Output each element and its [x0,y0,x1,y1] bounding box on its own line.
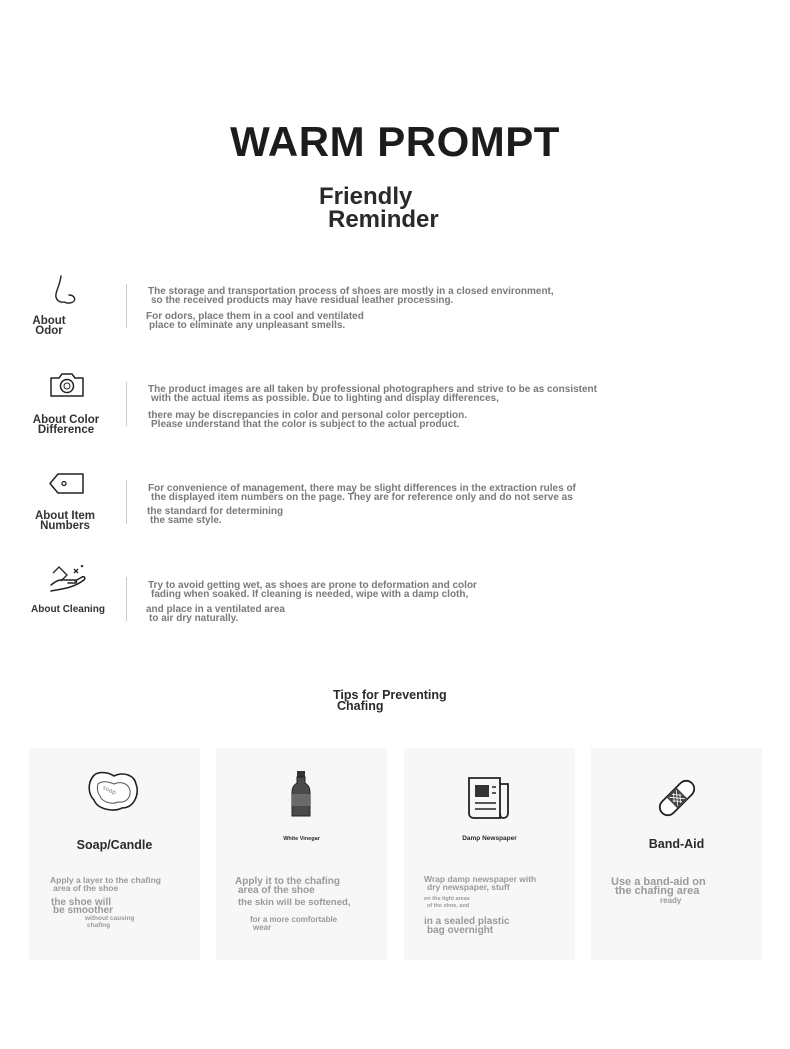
desc-line: Try to avoid getting wet, as shoes are prone to deformation and color [148,580,477,591]
card-text-line: the shoe will [51,897,112,908]
subtitle-line1: Friendly [319,183,413,210]
desc-line: For convenience of management, there may be slight differences in the extraction rules of [148,483,576,494]
soap-icon [86,768,142,814]
card-text-line: for a more comfortable [250,915,338,924]
card-title: Damp Newspaper [462,835,517,842]
card-title: Band-Aid [648,837,705,851]
card-text-line: area of the shoe [53,883,119,893]
desc-line: there may be discrepancies in color and personal color perception. [148,410,467,421]
tip-card-soap [29,748,200,960]
card-text-line: ready [660,896,682,905]
card-text-line: of the shoe, and [427,903,470,909]
subtitle-line2: Reminder [328,206,439,233]
tip-card-vinegar [216,748,387,960]
desc-line: the displayed item numbers on the page. They are for reference only and do not serve as [151,492,573,503]
divider [126,284,127,328]
label-line: About Color [32,414,100,426]
section-label [28,605,108,615]
newspaper-icon [466,775,512,821]
desc-line: The storage and transportation process of shoes are mostly in a closed environment, [148,286,554,297]
tip-card-band-aid [591,748,762,960]
section-label [26,415,106,435]
desc-line: The product images are all taken by professional photographers and strive to be as consistent [148,384,597,395]
label-line: Odor [35,325,63,337]
section-label [28,316,70,336]
desc-line: to air dry naturally. [149,613,239,624]
card-text-line: the skin will be softened, [238,897,351,908]
card-text-line: dry newspaper, stuff [427,882,510,892]
card-text-line: on the tight areas [424,896,470,902]
tip-card-newspaper [404,748,575,960]
label-line: Numbers [40,520,90,532]
tips-title-line1: Tips for Preventing [333,688,447,702]
card-title: Soap/Candle [76,838,153,852]
desc-line: and place in a ventilated area [146,604,285,615]
tips-title-line2: Chafing [337,699,384,713]
card-text-line: in a sealed plastic [424,916,510,927]
desc-line: place to eliminate any unpleasant smells. [149,320,346,331]
card-text-line: area of the shoe [238,885,315,896]
nose-icon [52,274,82,306]
card-text-line: be smoother [53,905,114,916]
cleaning-hand-icon [48,565,90,593]
card-title: White Vinegar [283,836,320,842]
vinegar-bottle-icon [290,770,312,818]
page-title: WARM PROMPT [230,118,560,165]
label-line: About Item [34,510,96,522]
card-text-line: Use a band-aid on [611,876,706,888]
label-line: About [32,315,66,327]
desc-line: the same style. [150,515,222,526]
camera-icon [49,371,85,399]
label-line: About Cleaning [31,604,105,615]
card-text-line: Apply a layer to the chafing [50,875,161,885]
desc-line: Please understand that the color is subject to the actual product. [151,419,460,430]
divider [126,577,127,621]
card-text-line: Wrap damp newspaper with [424,874,537,884]
card-text-line: without causing [85,915,135,922]
section-label [25,511,105,531]
tag-icon [48,472,86,496]
card-text-line: wear [253,923,272,932]
desc-line: fading when soaked. If cleaning is needed, wipe with a damp cloth, [151,589,469,600]
desc-line: with the actual items as possible. Due to lighting and display differences, [151,393,499,404]
card-text-line: bag overnight [427,925,494,936]
desc-line: the standard for determining [147,506,284,517]
svg-text:soap: soap [101,784,118,797]
desc-line: so the received products may have residual leather processing. [151,295,454,306]
card-text-line: chafing [87,922,111,929]
card-text-line: the chafing area [615,885,700,897]
desc-line: For odors, place them in a cool and ventilated [146,311,364,322]
divider [126,480,127,524]
label-line: Difference [37,424,95,436]
band-aid-icon [654,775,700,821]
card-text-line: Apply it to the chafing [235,876,340,887]
divider [126,382,127,426]
